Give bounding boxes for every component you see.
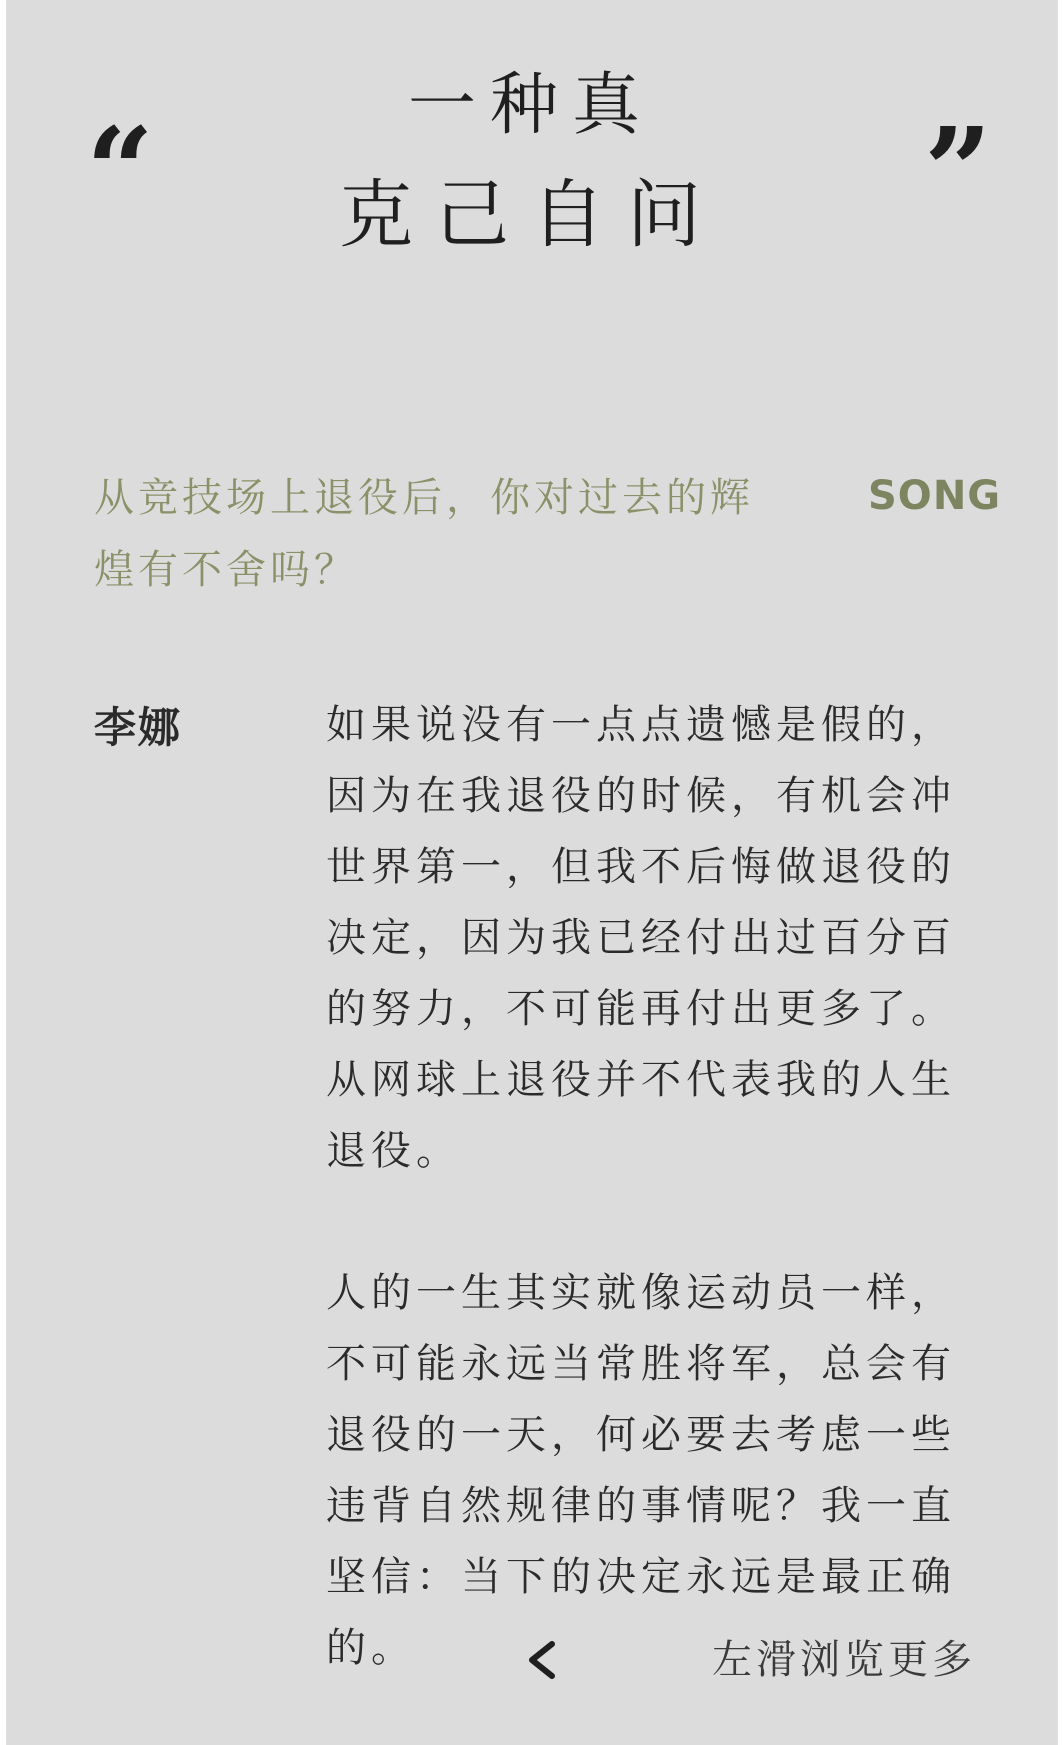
close-quote-icon: ” (924, 101, 984, 240)
open-quote-icon: “ (86, 101, 146, 240)
footer-nav (6, 1630, 1058, 1690)
title-line-2: 克己自问 (339, 172, 723, 258)
article-card (6, 0, 1058, 1745)
answer-body (326, 690, 986, 1684)
answer-paragraph: 如果说没有一点点遗憾是假的，因为在我退役的时候，有机会冲世界第一，但我不后悔做退役的决定，因为我已经付出过百分百的努力，不可能再付出更多了。从网球上退役并不代表我的人生退役。 (326, 702, 956, 1174)
swipe-hint-label: 左滑浏览更多 (712, 1637, 976, 1683)
interview-question: 从竞技场上退役后，你对过去的辉煌有不舍吗？ (94, 475, 754, 593)
title-line-1: 一种真 (407, 66, 654, 145)
interviewer-name: SONG (868, 473, 1002, 519)
speaker-name: 李娜 (94, 703, 183, 752)
chevron-left-icon[interactable] (522, 1638, 562, 1682)
answer-paragraph: 人的一生其实就像运动员一样，不可能永远当常胜将军，总会有退役的一天，何必要去考虑一些违背自然规律的事情呢？我一直坚信：当下的决定永远是最正确的。 (326, 1270, 956, 1671)
